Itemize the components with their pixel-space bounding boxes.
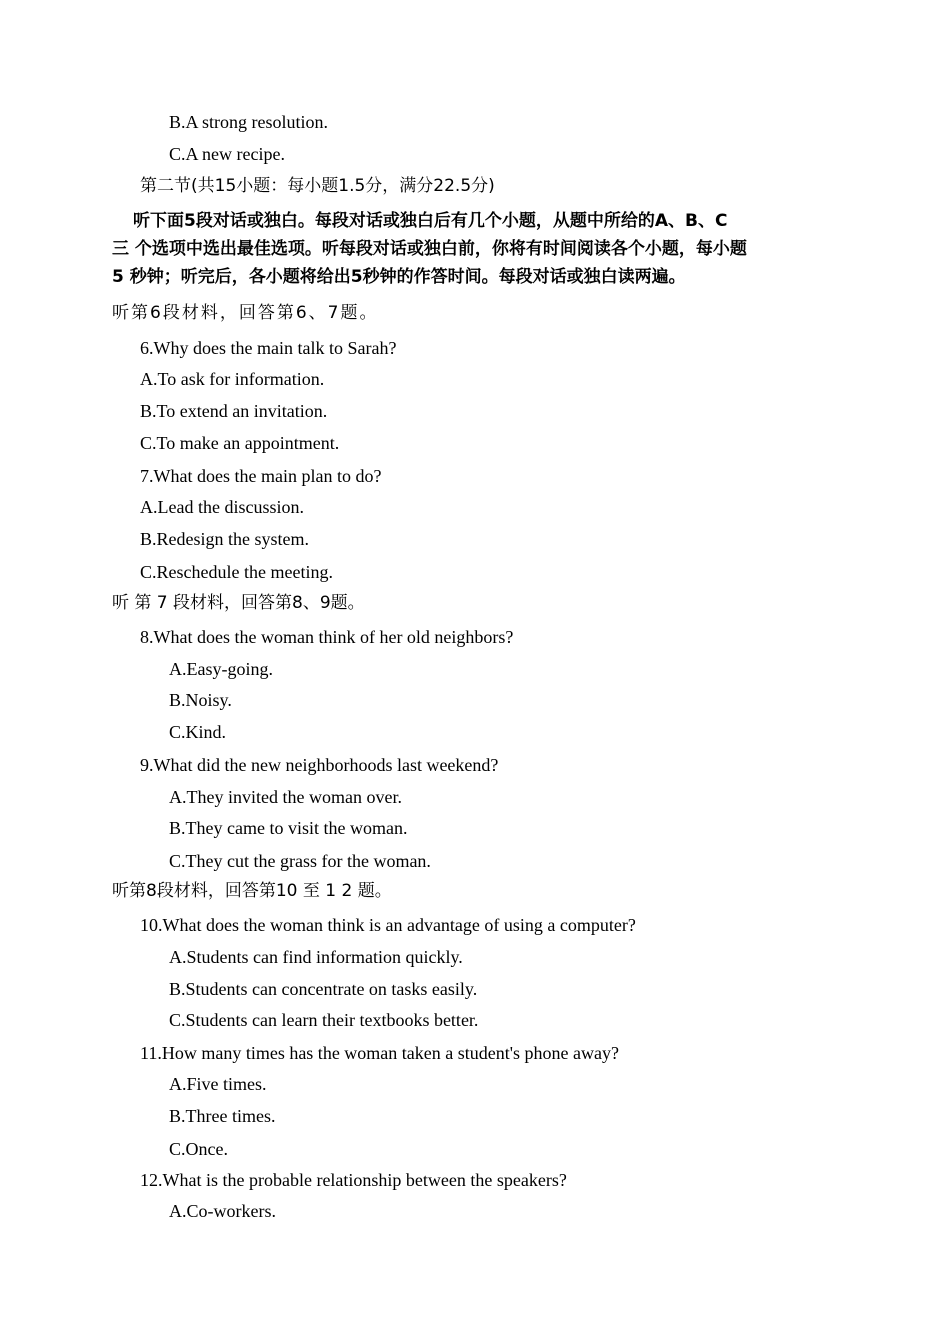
answer-option: B.They came to visit the woman. bbox=[169, 818, 408, 838]
answer-option: C.Reschedule the meeting. bbox=[140, 562, 333, 582]
question-stem: 8.What does the woman think of her old neighbors? bbox=[140, 627, 514, 647]
question-stem: 6.Why does the main talk to Sarah? bbox=[140, 338, 397, 358]
answer-option: A.Lead the discussion. bbox=[140, 497, 304, 517]
question-stem: 12.What is the probable relationship between the speakers? bbox=[140, 1170, 567, 1190]
group-header: 听 第 7 段材料，回答第8、9题。 bbox=[112, 593, 365, 613]
answer-option: B.Noisy. bbox=[169, 690, 232, 710]
instruction-line: 5 秒钟；听完后，各小题将给出5秒钟的作答时间。每段对话或独白读两遍。 bbox=[112, 267, 686, 287]
question-stem: 9.What did the new neighborhoods last weekend? bbox=[140, 755, 499, 775]
answer-option: C.Kind. bbox=[169, 722, 227, 742]
answer-option: B.Three times. bbox=[169, 1106, 276, 1126]
group-header: 听第8段材料，回答第10 至 1 2 题。 bbox=[112, 881, 392, 901]
option-b-prev: B.A strong resolution. bbox=[169, 112, 329, 132]
group-header: 听第6段材料，回答第6、7题。 bbox=[112, 303, 379, 323]
instruction-line: 听下面5段对话或独白。每段对话或独白后有几个小题，从题中所给的A、B、C bbox=[133, 211, 728, 231]
option-c-prev: C.A new recipe. bbox=[169, 144, 285, 164]
answer-option: C.They cut the grass for the woman. bbox=[169, 851, 431, 871]
question-stem: 11.How many times has the woman taken a student's phone away? bbox=[140, 1043, 619, 1063]
question-stem: 10.What does the woman think is an advantage of using a computer? bbox=[140, 915, 636, 935]
section-heading: 第二节(共15小题：每小题1.5分，满分22.5分) bbox=[140, 176, 495, 196]
answer-option: B.To extend an invitation. bbox=[140, 401, 328, 421]
answer-option: A.Co-workers. bbox=[169, 1201, 276, 1221]
answer-option: B.Students can concentrate on tasks easily. bbox=[169, 979, 478, 999]
answer-option: A.Students can find information quickly. bbox=[169, 947, 463, 967]
answer-option: B.Redesign the system. bbox=[140, 529, 309, 549]
answer-option: A.They invited the woman over. bbox=[169, 787, 402, 807]
question-stem: 7.What does the main plan to do? bbox=[140, 466, 382, 486]
answer-option: A.Easy-going. bbox=[169, 659, 273, 679]
answer-option: C.To make an appointment. bbox=[140, 433, 340, 453]
answer-option: C.Once. bbox=[169, 1139, 228, 1159]
instruction-line: 三 个选项中选出最佳选项。听每段对话或独白前，你将有时间阅读各个小题，每小题 bbox=[112, 239, 747, 259]
answer-option: A.Five times. bbox=[169, 1074, 267, 1094]
answer-option: A.To ask for information. bbox=[140, 369, 325, 389]
answer-option: C.Students can learn their textbooks better. bbox=[169, 1010, 479, 1030]
